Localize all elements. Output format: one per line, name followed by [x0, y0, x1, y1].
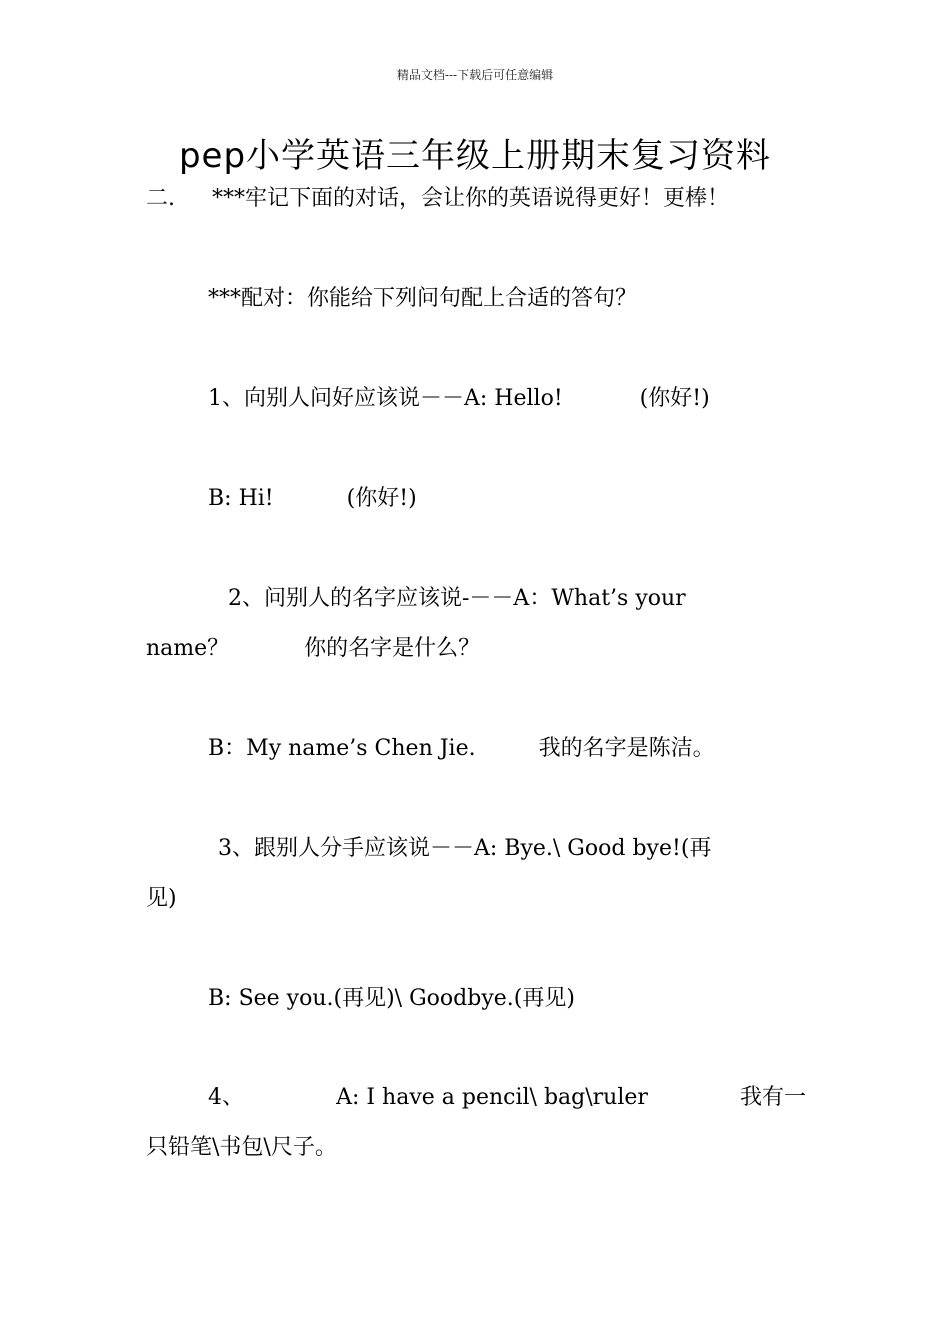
- intro-line: ***配对：你能给下列问句配上合适的答句？: [208, 286, 638, 311]
- item-4-translation: 我有一: [739, 1085, 806, 1110]
- document-title: pep小学英语三年级上册期末复习资料: [178, 136, 772, 176]
- item-2-a-line-cont: [146, 634, 480, 664]
- item-2-b-line: [208, 734, 715, 764]
- item-4-a-line-cont: 只铅笔\书包\尺子。: [146, 1135, 337, 1160]
- item-3-a-line: 3、跟别人分手应该说－－A: Bye.\ Good bye!(再: [218, 836, 712, 861]
- item-2-answer: B：My name’s Chen Jie.: [208, 736, 476, 761]
- item-1-question: 1、向别人问好应该说－－A: Hello!: [208, 386, 563, 411]
- item-4-a-line: [208, 1083, 806, 1113]
- item-3-b-line: B: See you.(再见)\ Goodbye.(再见): [208, 986, 575, 1011]
- page-header: 精品文档---下载后可任意编辑: [396, 68, 554, 82]
- section-number: 二.: [146, 186, 175, 211]
- item-1-translation: (你好!): [639, 386, 710, 411]
- section-text: ***牢记下面的对话，会让你的英语说得更好！更棒！: [212, 186, 730, 211]
- item-1-answer-translation: (你好!): [346, 486, 417, 511]
- item-4-number: 4、: [208, 1085, 244, 1110]
- item-2-question-end: name？: [146, 636, 230, 661]
- item-3-a-line-cont: 见): [146, 886, 177, 911]
- item-4-question: A: I have a pencil\ bag\ruler: [336, 1085, 648, 1110]
- item-2-translation: 你的名字是什么？: [304, 636, 481, 661]
- item-2-a-line: 2、问别人的名字应该说-－－A：What’s your: [228, 586, 686, 611]
- item-2-answer-translation: 我的名字是陈洁。: [538, 736, 715, 761]
- section-heading: [146, 184, 729, 214]
- item-1-answer: B: Hi!: [208, 486, 274, 511]
- item-1-a-line: [208, 384, 710, 414]
- item-1-b-line: [208, 484, 417, 514]
